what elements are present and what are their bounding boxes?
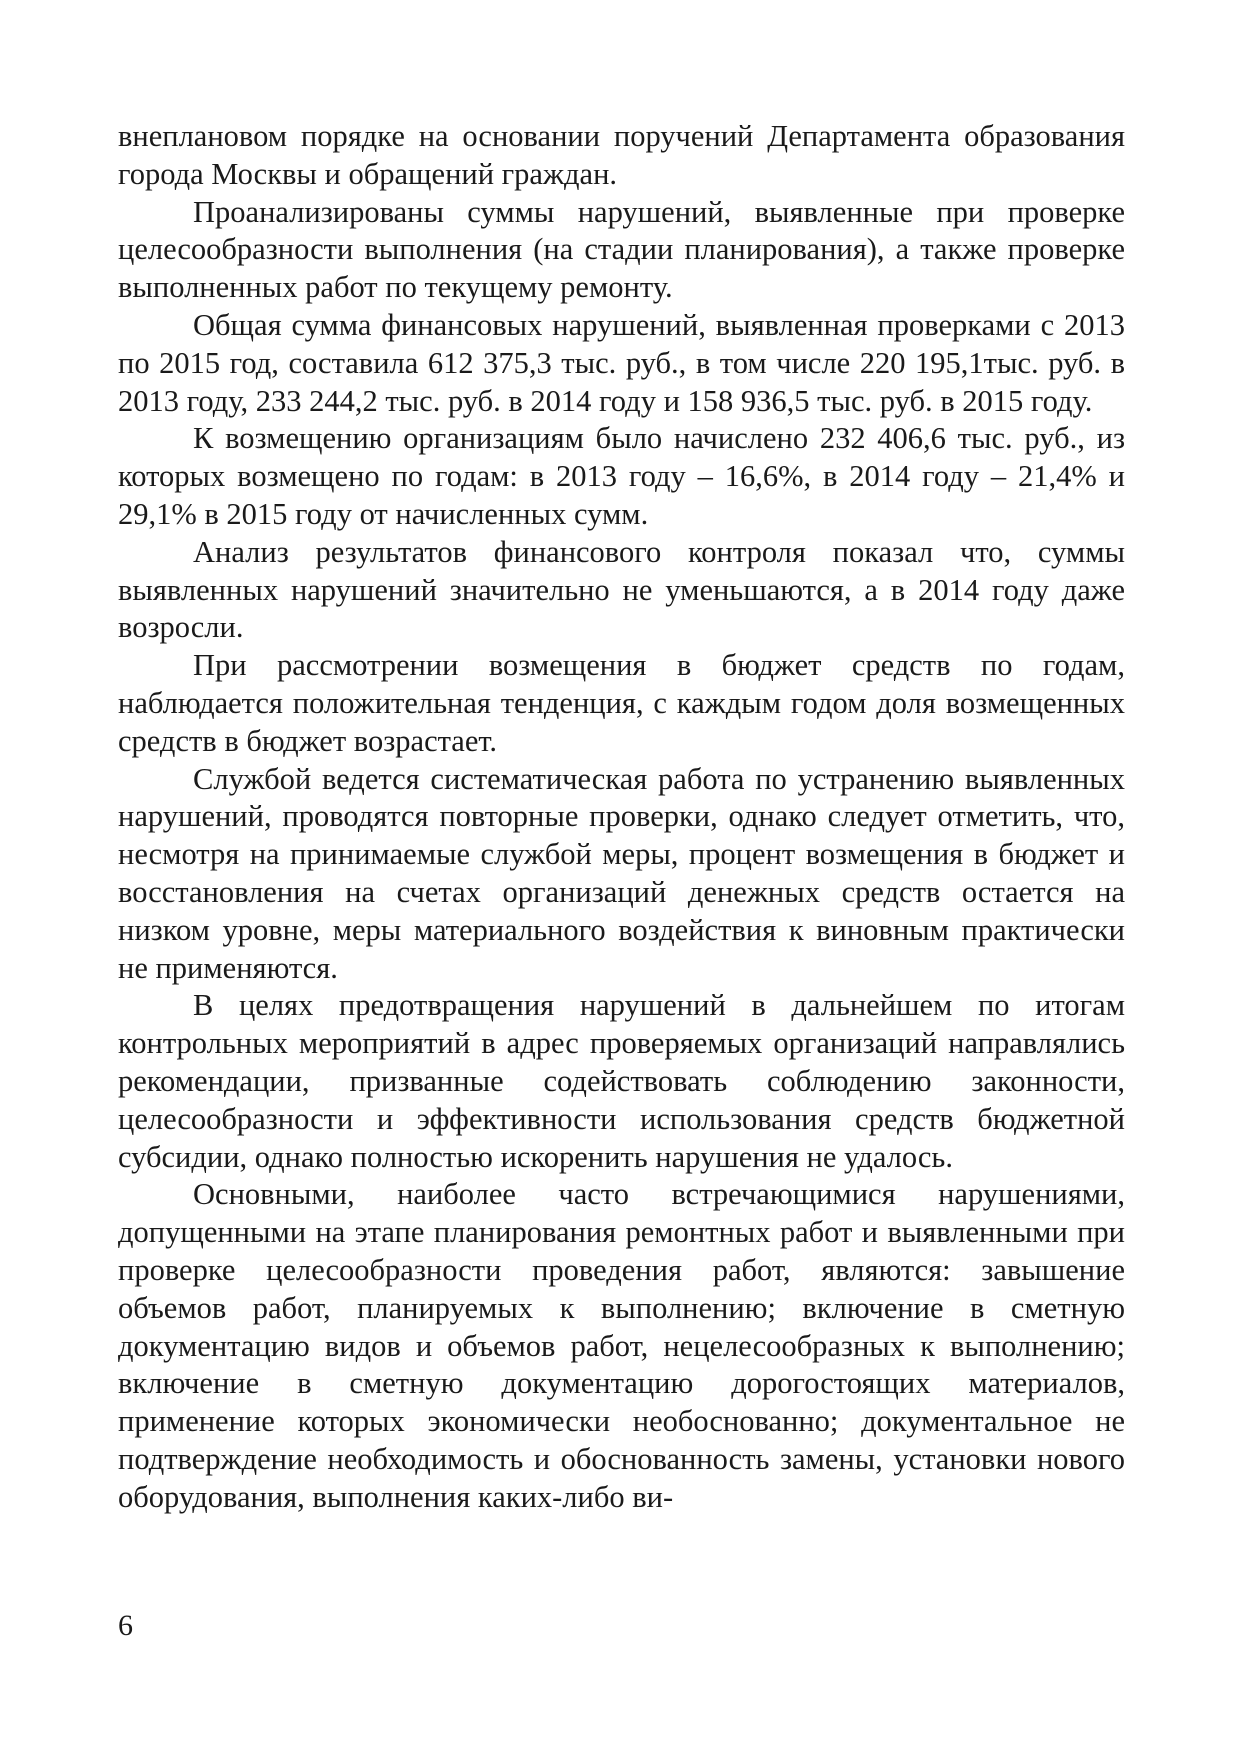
paragraph-continuation: внеплановом порядке на основании поручений Департамента образования города Москвы и обращений граждан.: [118, 119, 1125, 191]
paragraph-control-results: Анализ результатов финансового контроля показал что, суммы выявленных нарушений значительно не уменьшаются, а в 2014 году даже возросли.: [118, 534, 1125, 645]
paragraph-main-violations: Основными, наиболее часто встречающимися нарушениями, допущенными на этапе планирования ремонтных работ и выявленными при проверке целесообразности проведения работ, являются: завышение объемов работ, планируемых к выполнению; включение в сметную документацию видов и объемов работ, нецелесообразных к выполнению; включение в сметную документацию дорогостоящих материалов, применение которых экономически необоснованно; документальное не подтверждение необходимость и обоснованность замены, установки нового оборудования, выполнения каких-либо ви-: [118, 1177, 1125, 1514]
paragraph-analysis-scope: Проанализированы суммы нарушений, выявленные при проверке целесообразности выполнения (на стадии планирования), а также проверке выполненных работ по текущему ремонту.: [118, 194, 1125, 305]
paragraph-reimbursement: К возмещению организациям было начислено 232 406,6 тыс. руб., из которых возмещено по годам: в 2013 году – 16,6%, в 2014 году – 21,4% и 29,1% в 2015 году от начисленных сумм.: [118, 421, 1125, 531]
paragraph-service-work: Службой ведется систематическая работа по устранению выявленных нарушений, проводятся повторные проверки, однако следует отметить, что, несмотря на принимаемые службой меры, процент возмещения в бюджет и восстановления на счетах организаций денежных средств остается на низком уровне, меры материального воздействия к виновным практически не применяются.: [118, 761, 1125, 985]
paragraph-recommendations: В целях предотвращения нарушений в дальнейшем по итогам контрольных мероприятий в адрес проверяемых организаций направлялись рекомендации, призванные содействовать соблюдению законности, целесообразности и эффективности использования средств бюджетной субсидии, однако полностью искоренить нарушения не удалось.: [118, 988, 1125, 1174]
page-body: [118, 118, 1125, 1516]
paragraph-budget-trend: При рассмотрении возмещения в бюджет средств по годам, наблюдается положительная тенденция, с каждым годом доля возмещенных средств в бюджет возрастает.: [118, 648, 1125, 758]
paragraph-total-violations: Общая сумма финансовых нарушений, выявленная проверками с 2013 по 2015 год, составила 612 375,3 тыс. руб., в том числе 220 195,1тыс. руб. в 2013 году, 233 244,2 тыс. руб. в 2014 году и 158 936,5 тыс. руб. в 2015 году.: [118, 307, 1125, 418]
page-number: 6: [118, 1609, 133, 1642]
